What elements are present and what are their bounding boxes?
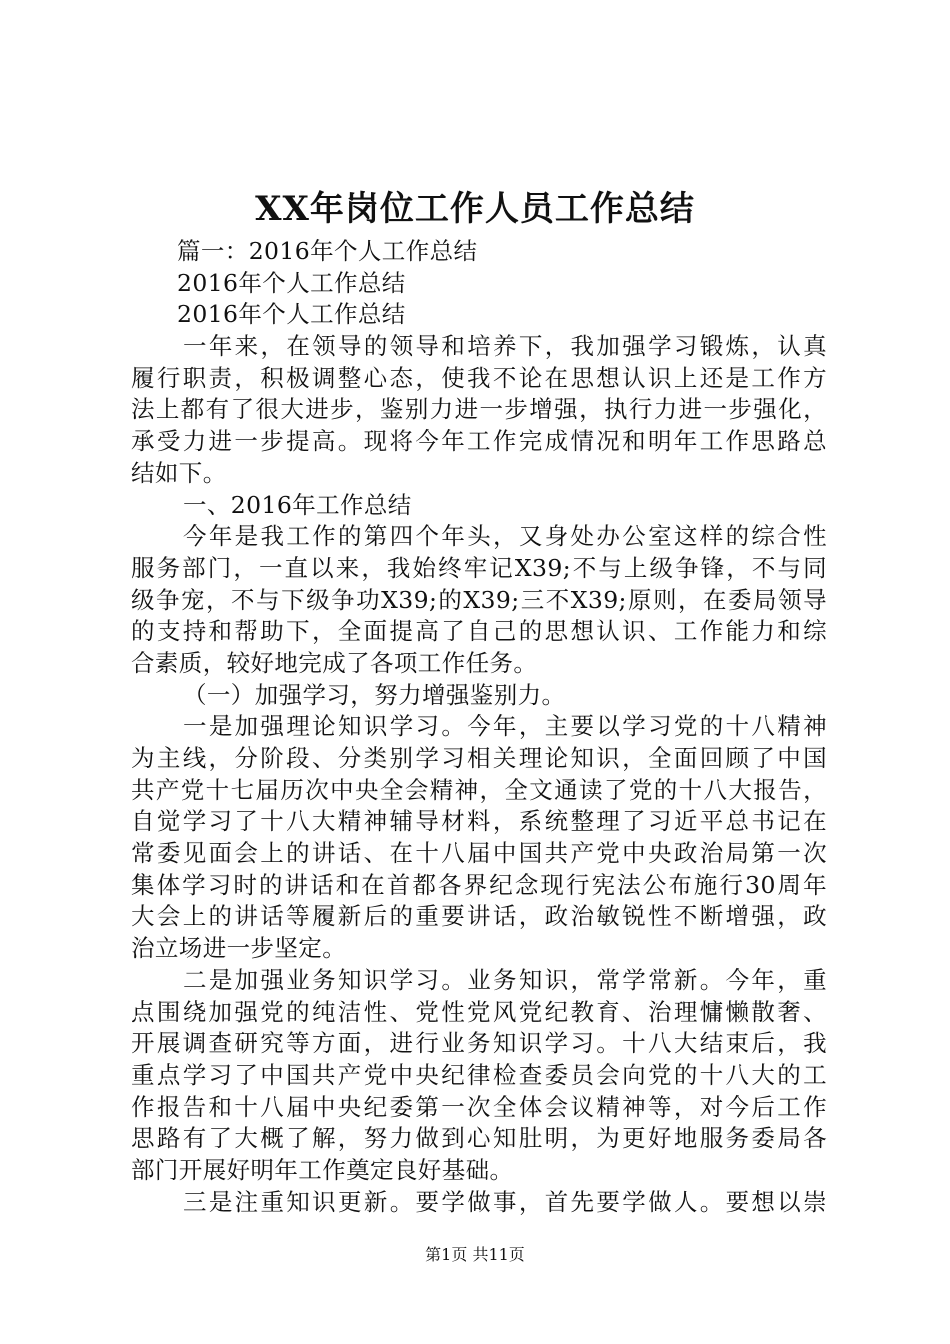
paragraph-line: 自觉学习了十八大精神辅导材料，系统整理了习近平总书记在 xyxy=(131,807,827,836)
paragraph-line: 服务部门，一直以来，我始终牢记X39;不与上级争锋，不与同 xyxy=(131,553,827,582)
paragraph-line: 作报告和十八届中央纪委第一次全体会议精神等，对今后工作 xyxy=(131,1092,827,1121)
paragraph-line: 级争宠，不与下级争功X39;的X39;三不X39;原则，在委局领导 xyxy=(131,585,827,614)
paragraph-line: 集体学习时的讲话和在首都各界纪念现行宪法公布施行30周年 xyxy=(131,870,827,899)
paragraph-line: 三是注重知识更新。要学做事，首先要学做人。要想以崇 xyxy=(183,1187,827,1216)
paragraph-line: 篇一：2016年个人工作总结 xyxy=(177,237,478,265)
paragraph-line: 开展调查研究等方面，进行业务知识学习。十八大结束后，我 xyxy=(131,1029,827,1058)
paragraph-line: 常委见面会上的讲话、在十八届中国共产党中央政治局第一次 xyxy=(131,839,827,868)
page-number-footer: 第1页 共11页 xyxy=(425,1245,525,1264)
paragraph-line: 合素质，较好地完成了各项工作任务。 xyxy=(131,648,538,677)
paragraph-line: 法上都有了很大进步，鉴别力进一步增强，执行力进一步强化， xyxy=(131,395,827,424)
paragraph-line: 承受力进一步提高。现将今年工作完成情况和明年工作思路总 xyxy=(131,427,827,456)
paragraph-line: 重点学习了中国共产党中央纪律检查委员会向党的十八大的工 xyxy=(131,1060,827,1089)
paragraph-line: 二是加强业务知识学习。业务知识，常学常新。今年，重 xyxy=(183,965,827,994)
paragraph-line: 大会上的讲话等履新后的重要讲话，政治敏锐性不断增强，政 xyxy=(131,902,827,931)
paragraph-line: 2016年个人工作总结 xyxy=(177,268,406,297)
document-title: XX年岗位工作人员工作总结 xyxy=(255,189,695,229)
paragraph-line: 部门开展好明年工作奠定良好基础。 xyxy=(131,1155,514,1184)
paragraph-line: 思路有了大概了解，努力做到心知肚明，为更好地服务委局各 xyxy=(131,1124,827,1153)
paragraph-line: 结如下。 xyxy=(131,458,227,487)
section-heading: 一、2016年工作总结 xyxy=(183,490,412,519)
paragraph-line: 2016年个人工作总结 xyxy=(177,300,406,329)
document-body xyxy=(131,236,827,1218)
section-heading: （一）加强学习，努力增强鉴别力。 xyxy=(183,680,566,709)
paragraph-line: 点围绕加强党的纯洁性、党性党风党纪教育、治理慵懒散奢、 xyxy=(131,997,827,1026)
paragraph-line: 今年是我工作的第四个年头，又身处办公室这样的综合性 xyxy=(183,522,827,551)
paragraph-line: 的支持和帮助下，全面提高了自己的思想认识、工作能力和综 xyxy=(131,617,827,646)
paragraph-line: 一年来，在领导的领导和培养下，我加强学习锻炼，认真 xyxy=(183,332,827,361)
paragraph-line: 共产党十七届历次中央全会精神，全文通读了党的十八大报告， xyxy=(131,775,827,804)
paragraph-line: 一是加强理论知识学习。今年，主要以学习党的十八精神 xyxy=(183,712,827,741)
paragraph-line: 为主线，分阶段、分类别学习相关理论知识，全面回顾了中国 xyxy=(131,744,827,772)
paragraph-line: 治立场进一步坚定。 xyxy=(131,934,347,963)
paragraph-line: 履行职责，积极调整心态，使我不论在思想认识上还是工作方 xyxy=(131,363,827,392)
